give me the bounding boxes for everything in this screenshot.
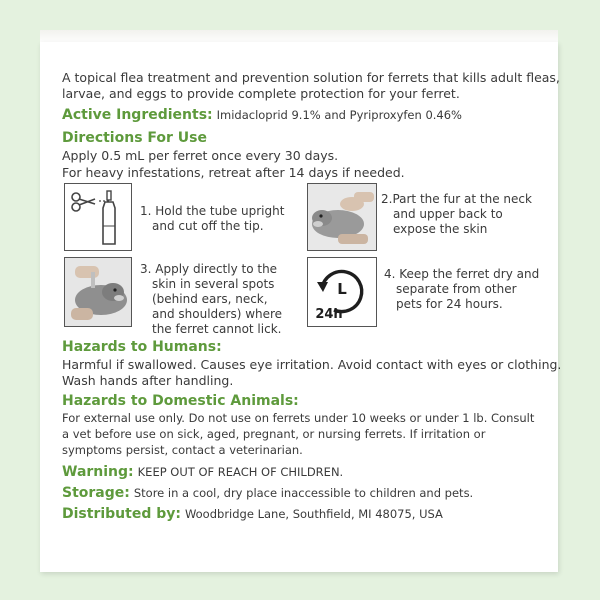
clock-24h-label: 24h	[315, 307, 343, 322]
hazards-humans-heading: Hazards to Humans:	[62, 339, 222, 355]
step-4-line-3: pets for 24 hours.	[396, 297, 503, 311]
active-ingredients-label: Active Ingredients:	[62, 107, 213, 123]
hazards-animals-line-2: a vet before use on sick, aged, pregnant, or nursing ferrets. If irritation or	[62, 427, 486, 441]
directions-line-1: Apply 0.5 mL per ferret once every 30 days.	[62, 148, 339, 163]
hazards-humans-line-2: Wash hands after handling.	[62, 373, 234, 388]
ferret-neck-fur-icon	[307, 183, 377, 251]
step-2-text	[381, 192, 532, 237]
storage-row	[62, 485, 473, 501]
intro-line-1: A topical flea treatment and prevention solution for ferrets that kills adult fleas,	[62, 70, 560, 85]
warning-label: Warning:	[62, 464, 134, 480]
step-4-line-2: separate from other	[396, 282, 517, 296]
step-1-line-2: and cut off the tip.	[152, 219, 264, 233]
warning-row	[62, 464, 343, 480]
step-2-line-3: expose the skin	[393, 222, 488, 236]
storage-label: Storage:	[62, 485, 130, 501]
storage-value: Store in a cool, dry place inaccessible to children and pets.	[133, 486, 474, 500]
clock-24h-icon	[307, 257, 377, 327]
active-ingredients-value: Imidacloprid 9.1% and Pyriproxyfen 0.46%	[216, 108, 462, 122]
intro-line-2: larvae, and eggs to provide complete protection for your ferret.	[62, 86, 460, 101]
step-4-text	[384, 267, 539, 312]
step-2-line-2: and upper back to	[393, 207, 503, 221]
step-2-line-1: 2.Part the fur at the neck	[381, 192, 532, 206]
distributed-row	[62, 506, 443, 522]
ferret-application-icon	[64, 257, 132, 327]
distributed-value: Woodbridge Lane, Southfield, MI 48075, USA	[184, 507, 443, 521]
scissors-tube-icon	[64, 183, 132, 251]
directions-heading: Directions For Use	[62, 130, 207, 146]
clock-letter: L	[337, 280, 347, 298]
step-4-line-1: 4. Keep the ferret dry and	[384, 267, 540, 281]
step-3-line-4: and shoulders) where	[152, 307, 283, 321]
warning-value: KEEP OUT OF REACH OF CHILDREN.	[137, 465, 344, 479]
hazards-animals-heading: Hazards to Domestic Animals:	[62, 393, 299, 409]
step-3-text	[140, 262, 282, 337]
step-3-line-3: (behind ears, neck,	[152, 292, 268, 306]
step-3-line-1: 3. Apply directly to the	[140, 262, 278, 276]
directions-line-2: For heavy infestations, retreat after 14 days if needed.	[62, 165, 405, 180]
hazards-animals-line-1: For external use only. Do not use on ferrets under 10 weeks or under 1 lb. Consult	[62, 411, 535, 425]
hazards-humans-line-1: Harmful if swallowed. Causes eye irritation. Avoid contact with eyes or clothing.	[62, 357, 562, 372]
step-1-line-1: 1. Hold the tube upright	[140, 204, 285, 218]
step-3-line-2: skin in several spots	[152, 277, 275, 291]
active-ingredients	[62, 107, 462, 123]
step-1-text	[140, 204, 284, 234]
distributed-label: Distributed by:	[62, 506, 181, 522]
step-3-line-5: the ferret cannot lick.	[152, 322, 282, 336]
hazards-animals-line-3: symptoms persist, contact a veterinarian.	[62, 443, 303, 457]
